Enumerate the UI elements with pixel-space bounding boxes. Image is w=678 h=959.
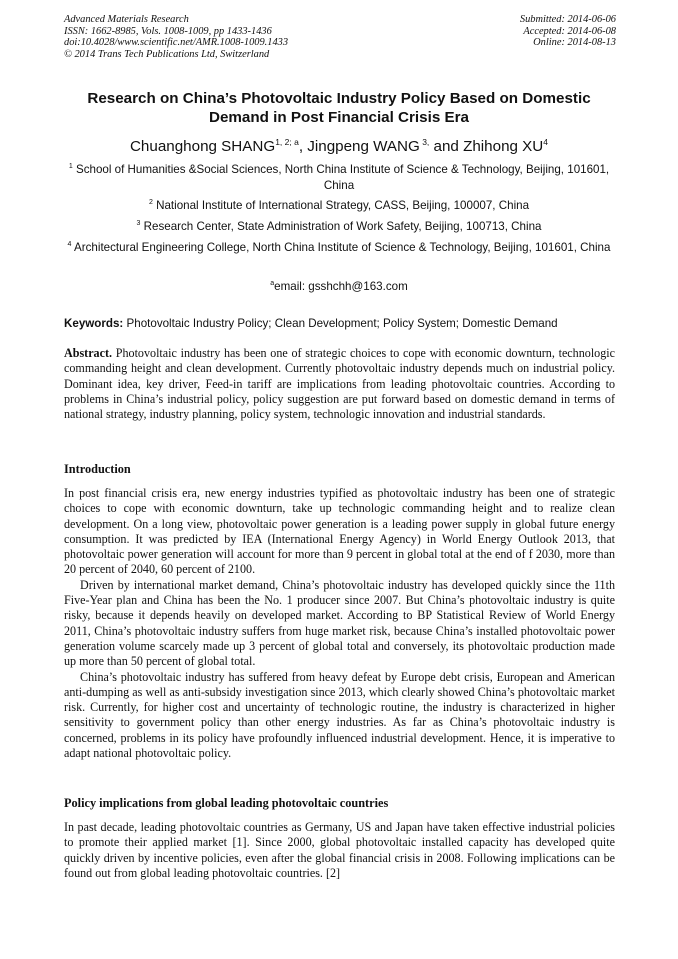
affiliation-2 <box>64 198 614 214</box>
author-separator: , <box>298 138 308 155</box>
policy-body <box>64 820 615 881</box>
abstract <box>64 346 615 422</box>
abstract-label: Abstract. <box>64 346 113 360</box>
paragraph: In past decade, leading photovoltaic countries as Germany, US and Japan have taken effective industrial policies to promote their applied market [1]. Since 2000, global photovoltaic installed capacity has developed quite quickly driven by incentive policies, even after the global financial crisis in 2008. Following implications can be found out from global leading photovoltaic countries. [2] <box>64 820 615 880</box>
paper-title: Research on China’s Photovoltaic Industry Policy Based on Domestic Demand in Post Financial Crisis Era <box>87 90 591 126</box>
affiliation-text: School of Humanities &Social Sciences, North China Institute of Science & Technology, Beijing, 101601, China <box>75 163 610 192</box>
author-affiliation-mark: 1, 2; a <box>275 136 299 147</box>
online-date: Online: 2014-08-13 <box>533 37 616 48</box>
section-heading-introduction: Introduction <box>64 462 131 476</box>
author-name: Jingpeng WANG <box>307 138 420 155</box>
author-name: Zhihong XU <box>463 138 544 155</box>
affiliation-text: National Institute of International Strategy, CASS, Beijing, 100007, China <box>156 199 530 212</box>
affiliation-text: Architectural Engineering College, North China Institute of Science & Technology, Beijing, 101601, China <box>74 241 611 254</box>
contact-email <box>64 279 614 294</box>
affiliation-4 <box>64 240 614 256</box>
author-affiliation-mark: 3, <box>419 136 430 147</box>
accepted-date: Accepted: 2014-06-08 <box>523 25 616 37</box>
journal-copyright: © 2014 Trans Tech Publications Ltd, Switzerland <box>64 48 270 60</box>
paragraph: Driven by international market demand, China’s photovoltaic industry has developed quickly since the 11th Five-Year plan and China has been the No. 1 producer since 2007. But China’s photovoltaic industry is quite risky, because it depends heavily on developed market. According to BP Statistical Review of World Energy 2011, China’s photovoltaic industry suffers from huge market risk, because China’s installed photovoltaic power generation volume scarcely made up 3 percent of global total and conversely, its photovoltaic production made up more than 50 percent of global total. <box>64 577 615 669</box>
keywords-label: Keywords: <box>64 317 124 330</box>
keywords <box>64 316 619 331</box>
affiliation-1 <box>64 162 614 193</box>
affiliation-3 <box>64 219 614 235</box>
email-text: email: gsshchh@163.com <box>274 280 408 293</box>
affiliation-number: 4 <box>67 241 72 249</box>
journal-issn: ISSN: 1662-8985, Vols. 1008-1009, pp 1433-1436 <box>64 25 272 37</box>
affiliation-number: 1 <box>68 163 73 171</box>
abstract-text: Photovoltaic industry has been one of strategic choices to cope with economic downturn, technologic commanding height and clean development. Currently photovoltaic industry depends much on industrial policy. Dominant idea, key driver, Feed-in tariff are implications from leading photovoltaic countries. According to problems in China’s industrial policy, policy suggestion are put forward based on domestic demand in terms of national strategy, industry planning, policy system, technologic innovation and industrial standards. <box>64 346 615 422</box>
affiliation-number: 2 <box>148 199 153 207</box>
journal-header <box>64 14 288 60</box>
submitted-date: Submitted: 2014-06-06 <box>519 14 616 25</box>
affiliation-number: 3 <box>136 220 141 228</box>
affiliation-text: Research Center, State Administration of Work Safety, Beijing, 100713, China <box>143 220 542 233</box>
dates-header <box>520 14 616 49</box>
author-affiliation-mark: 4 <box>543 136 549 147</box>
email-mark: a <box>270 280 275 288</box>
paragraph: In post financial crisis era, new energy industries typified as photovoltaic industry has been one of strategic choices to cope with economic downturn, take up technologic commanding height and to realize clean development. On a long view, photovoltaic power generation is a leading power supply in global future energy consumption. It was predicted by IEA (International Energy Agency) in World Energy Outlook 2013, that photovoltaic power generation will account for more than 9 percent in global total at the end of f 2030, more than 20 percent of 2040, 60 percent of 2100. <box>64 486 615 577</box>
paragraph: China’s photovoltaic industry has suffered from heavy defeat by Europe debt crisis, European and American anti-dumping as well as anti-subsidy investigation since 2013, which clearly showed China’s photovoltaic market risk. Currently, for higher cost and uncertainty of technologic routine, the industry is characterized in higher sensitivity to government policy than other energy industries. As far as China’s photovoltaic industry is concerned, problems in its policy have profoundly influenced industrial development. Hence, it is imperative to adapt national photovoltaic policy. <box>64 669 615 761</box>
journal-name: Advanced Materials Research <box>64 14 189 25</box>
keywords-text: Photovoltaic Industry Policy; Clean Development; Policy System; Domestic Demand <box>126 317 558 330</box>
author-separator: and <box>429 138 464 155</box>
section-heading-policy: Policy implications from global leading photovoltaic countries <box>64 796 389 810</box>
author-list <box>64 138 614 156</box>
author-name: Chuanghong SHANG <box>129 138 276 155</box>
introduction-body <box>64 486 615 761</box>
journal-doi: doi:10.4028/www.scientific.net/AMR.1008-1009.1433 <box>64 37 289 48</box>
